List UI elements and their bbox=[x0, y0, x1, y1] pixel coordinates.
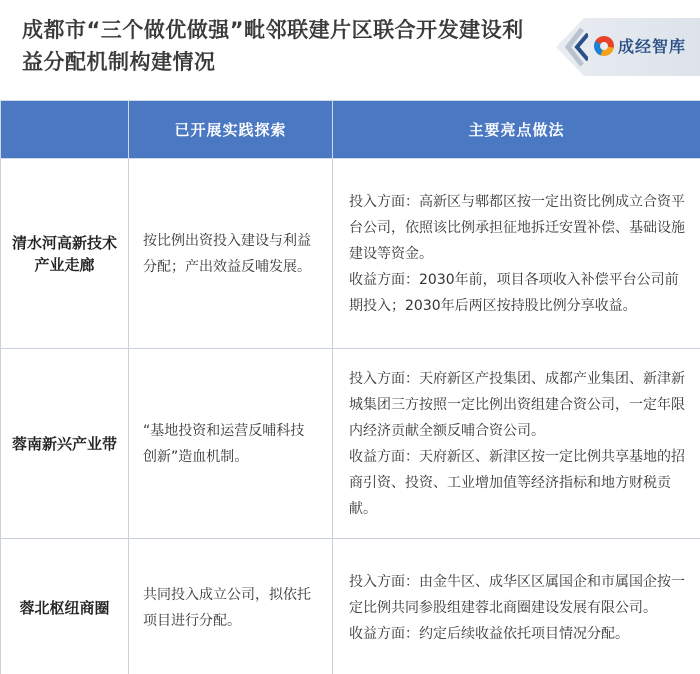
table-header-row bbox=[1, 101, 700, 159]
table-row bbox=[1, 539, 700, 674]
investment-text: 投入方面：天府新区产投集团、成都产业集团、新津新城集团三方按照一定比例出资组建合资公司，一定年限内经济贡献全额反哺合资公司。 bbox=[349, 370, 685, 439]
table-row bbox=[1, 159, 700, 349]
table-row bbox=[1, 349, 700, 539]
benefit-table bbox=[0, 100, 700, 674]
region-cell: 清水河高新技术产业走廊 bbox=[1, 159, 129, 349]
investment-text: 投入方面：高新区与郫都区按一定出资比例成立合资平台公司，依照该比例承担征地拆迁安置补偿、基础设施建设等资金。 bbox=[349, 193, 685, 262]
explore-cell: 按比例出资投入建设与利益分配；产出效益反哺发展。 bbox=[129, 159, 333, 349]
region-cell: 蓉北枢纽商圈 bbox=[1, 539, 129, 674]
brand-logo bbox=[556, 18, 700, 76]
region-cell: 蓉南新兴产业带 bbox=[1, 349, 129, 539]
explore-cell: 共同投入成立公司，拟依托项目进行分配。 bbox=[129, 539, 333, 674]
highlight-cell bbox=[333, 539, 700, 674]
header bbox=[0, 0, 700, 100]
chevron-left-icon bbox=[564, 26, 588, 68]
column-header-region bbox=[1, 101, 129, 159]
investment-text: 投入方面：由金牛区、成华区区属国企和市属国企按一定比例共同参股组建蓉北商圈建设发展有限公司。 bbox=[349, 573, 685, 616]
revenue-text: 收益方面：2030年前，项目各项收入补偿平台公司前期投入；2030年后两区按持股比例分享收益。 bbox=[349, 271, 679, 314]
highlight-cell bbox=[333, 159, 700, 349]
column-header-explore: 已开展实践探索 bbox=[129, 101, 333, 159]
explore-cell: “基地投资和运营反哺科技创新”造血机制。 bbox=[129, 349, 333, 539]
column-header-highlight: 主要亮点做法 bbox=[333, 101, 700, 159]
revenue-text: 收益方面：天府新区、新津区按一定比例共享基地的招商引资、投资、工业增加值等经济指标和地方财税贡献。 bbox=[349, 448, 685, 517]
logo-text: 成经智库 bbox=[618, 37, 687, 56]
revenue-text: 收益方面：约定后续收益依托项目情况分配。 bbox=[349, 625, 629, 642]
logo-mark-icon bbox=[594, 36, 614, 56]
page-title: 成都市“三个做优做强”毗邻联建片区联合开发建设利益分配机制构建情况 bbox=[22, 18, 524, 74]
highlight-cell bbox=[333, 349, 700, 539]
